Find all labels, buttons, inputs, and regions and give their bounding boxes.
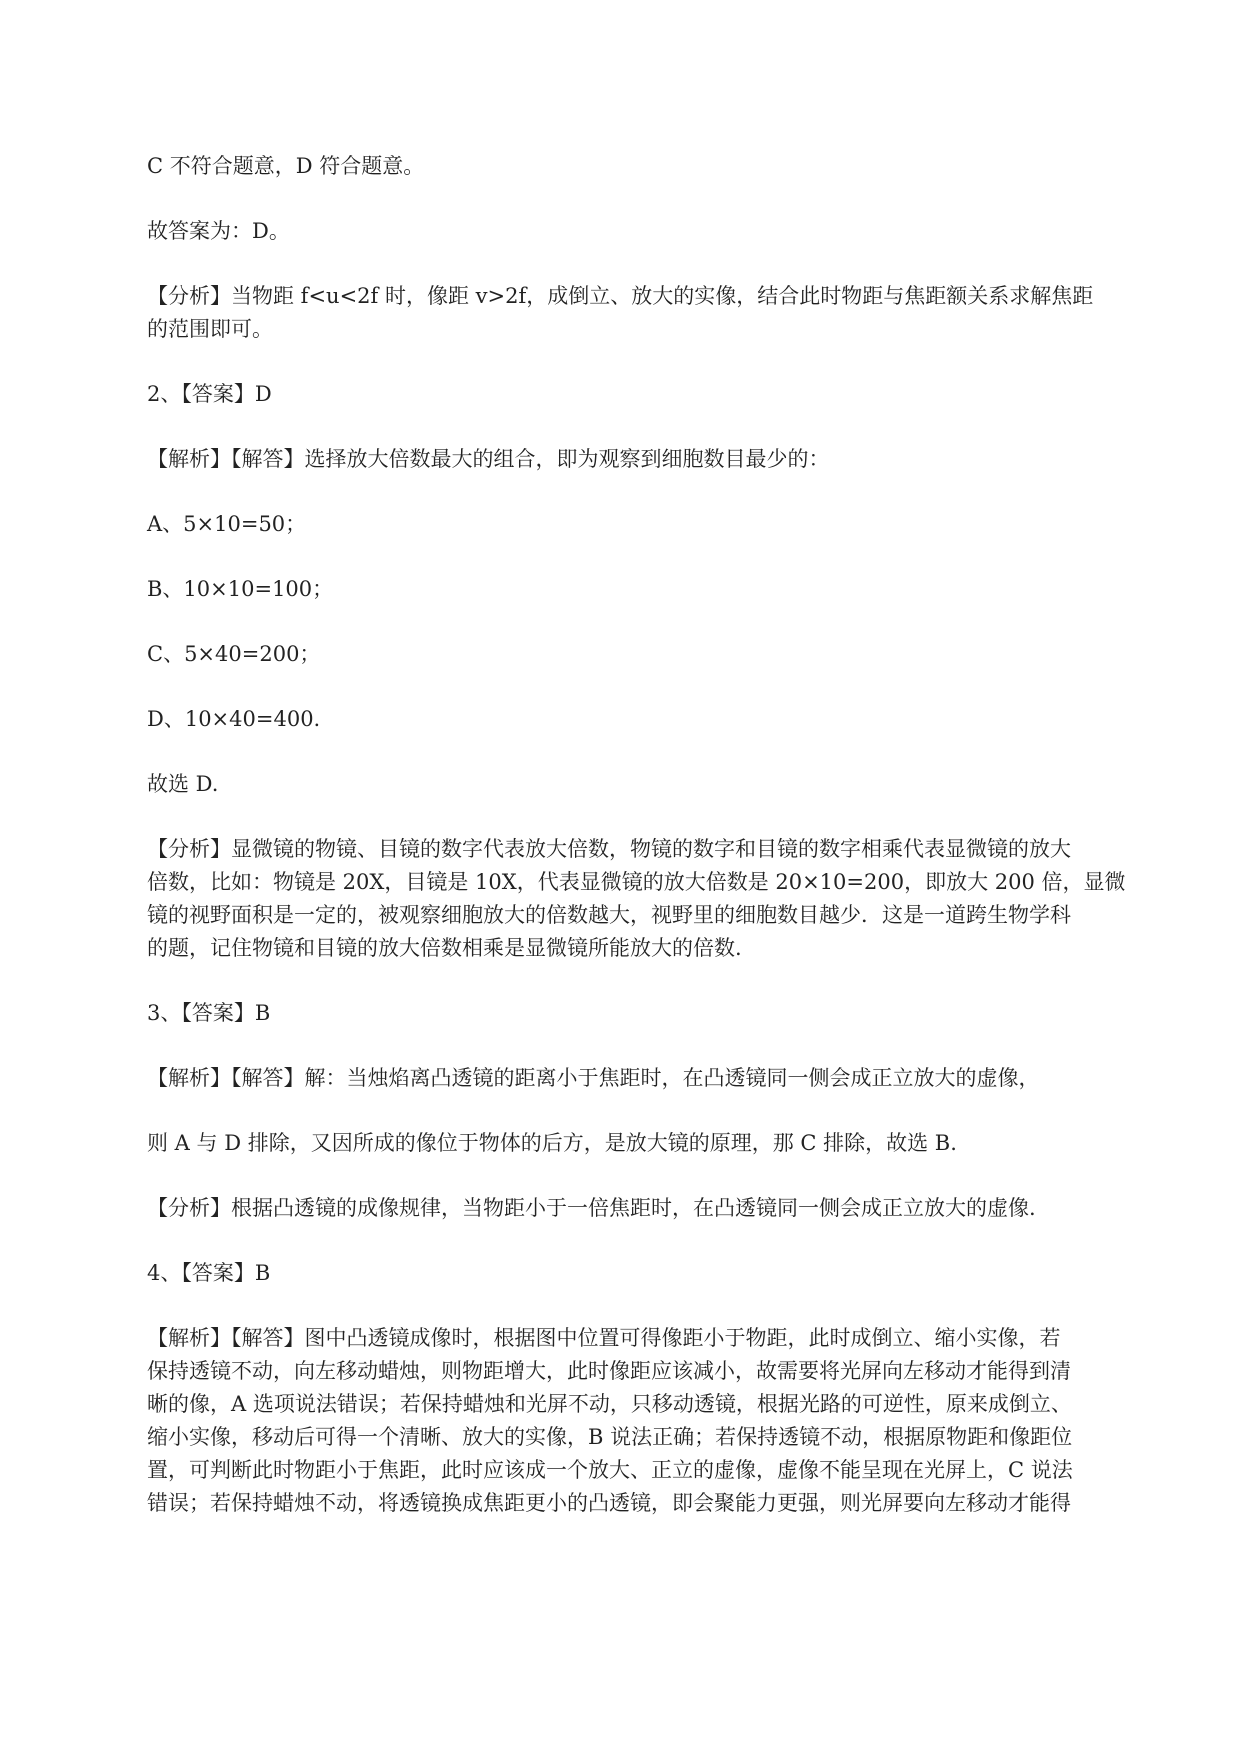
text-line: B、10×10=100； [147, 577, 334, 601]
paragraph [147, 150, 1157, 183]
text-line: A、5×10=50； [147, 512, 307, 536]
text-line: 的范围即可。 [147, 317, 273, 341]
text-line: 4、【答案】B [147, 1261, 271, 1285]
text-line: 故答案为：D。 [147, 219, 290, 243]
text-line: 【解析】【解答】图中凸透镜成像时，根据图中位置可得像距小于物距，此时成倒立、缩小实像，若 [147, 1326, 1061, 1350]
paragraph [147, 1062, 1157, 1095]
paragraph [147, 443, 1157, 476]
paragraph [147, 1322, 1157, 1520]
text-line: 置，可判断此时物距小于焦距，此时应该成一个放大、正立的虚像，虚像不能呈现在光屏上，C 说法 [147, 1458, 1073, 1482]
text-line: 【分析】当物距 f<u<2f 时，像距 v>2f，成倒立、放大的实像，结合此时物距与焦距额关系求解焦距 [147, 284, 1094, 308]
paragraph [147, 638, 1157, 671]
paragraph [147, 833, 1157, 965]
text-line: 缩小实像，移动后可得一个清晰、放大的实像，B 说法正确；若保持透镜不动，根据原物距和像距位 [147, 1425, 1073, 1449]
paragraph [147, 508, 1157, 541]
text-line: 2、【答案】D [147, 382, 272, 406]
text-line: C 不符合题意，D 符合题意。 [147, 154, 425, 178]
text-line: 【分析】显微镜的物镜、目镜的数字代表放大倍数，物镜的数字和目镜的数字相乘代表显微镜的放大 [147, 837, 1071, 861]
paragraph [147, 378, 1157, 411]
document-body [147, 150, 1157, 1552]
text-line: 【分析】根据凸透镜的成像规律，当物距小于一倍焦距时，在凸透镜同一侧会成正立放大的虚像. [147, 1196, 1036, 1220]
text-line: 保持透镜不动，向左移动蜡烛，则物距增大，此时像距应该减小，故需要将光屏向左移动才能得到清 [147, 1359, 1071, 1383]
text-line: D、10×40=400. [147, 707, 321, 731]
paragraph [147, 1192, 1157, 1225]
paragraph [147, 1257, 1157, 1290]
paragraph [147, 997, 1157, 1030]
text-line: 镜的视野面积是一定的，被观察细胞放大的倍数越大，视野里的细胞数目越少．这是一道跨生物学科 [147, 903, 1071, 927]
paragraph [147, 703, 1157, 736]
text-line: 【解析】【解答】选择放大倍数最大的组合，即为观察到细胞数目最少的： [147, 447, 830, 471]
text-line: 则 A 与 D 排除，又因所成的像位于物体的后方，是放大镜的原理，那 C 排除，故选 B. [147, 1131, 957, 1155]
text-line: 【解析】【解答】解：当烛焰离凸透镜的距离小于焦距时，在凸透镜同一侧会成正立放大的虚像， [147, 1066, 1040, 1090]
text-line: 的题，记住物镜和目镜的放大倍数相乘是显微镜所能放大的倍数. [147, 936, 742, 960]
text-line: 倍数，比如：物镜是 20X，目镜是 10X，代表显微镜的放大倍数是 20×10=200，即放大 200 倍，显微 [147, 870, 1126, 894]
text-line: 晰的像，A 选项说法错误；若保持蜡烛和光屏不动，只移动透镜，根据光路的可逆性，原来成倒立、 [147, 1392, 1072, 1416]
text-line: 故选 D. [147, 772, 219, 796]
text-line: 错误；若保持蜡烛不动，将透镜换成焦距更小的凸透镜，即会聚能力更强，则光屏要向左移动才能得 [147, 1491, 1071, 1515]
paragraph [147, 573, 1157, 606]
paragraph [147, 768, 1157, 801]
paragraph [147, 1127, 1157, 1160]
paragraph [147, 215, 1157, 248]
paragraph [147, 280, 1157, 346]
text-line: C、5×40=200； [147, 642, 321, 666]
text-line: 3、【答案】B [147, 1001, 271, 1025]
